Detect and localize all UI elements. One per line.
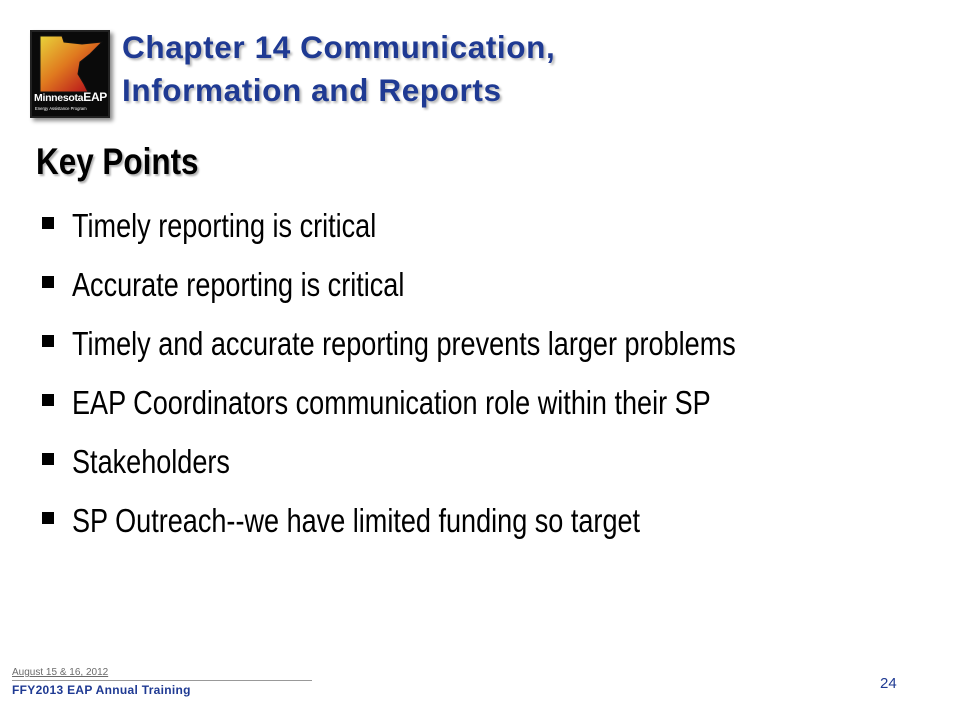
bullet-text: Timely and accurate reporting prevents larger problems — [72, 325, 736, 362]
bullet-square-icon — [42, 512, 54, 524]
footer-divider — [12, 680, 312, 681]
slide-title-line-2: Information and Reports — [122, 72, 502, 108]
bullet-text: Accurate reporting is critical — [72, 266, 405, 303]
logo-brand: MinnesotaEAP — [34, 90, 108, 104]
minnesota-eap-logo — [30, 30, 110, 118]
slide-title — [122, 26, 555, 112]
bullet-text: Stakeholders — [72, 443, 230, 480]
page-number: 24 — [880, 675, 897, 692]
bullet-square-icon — [42, 335, 54, 347]
bullet-text: EAP Coordinators communication role within their SP — [72, 384, 711, 421]
footer-date: August 15 & 16, 2012 — [12, 667, 109, 678]
bullet-square-icon — [42, 276, 54, 288]
logo-tagline: Energy Assistance Program — [35, 106, 87, 111]
footer-title: FFY2013 EAP Annual Training — [12, 683, 191, 697]
slide-title-line-1: Chapter 14 Communication, — [122, 29, 556, 65]
bullet-square-icon — [42, 453, 54, 465]
bullet-square-icon — [42, 394, 54, 406]
bullet-square-icon — [42, 217, 54, 229]
bullet-text: SP Outreach--we have limited funding so target — [72, 502, 641, 539]
bullet-text: Timely reporting is critical — [72, 207, 377, 244]
section-heading: Key Points — [36, 141, 199, 182]
